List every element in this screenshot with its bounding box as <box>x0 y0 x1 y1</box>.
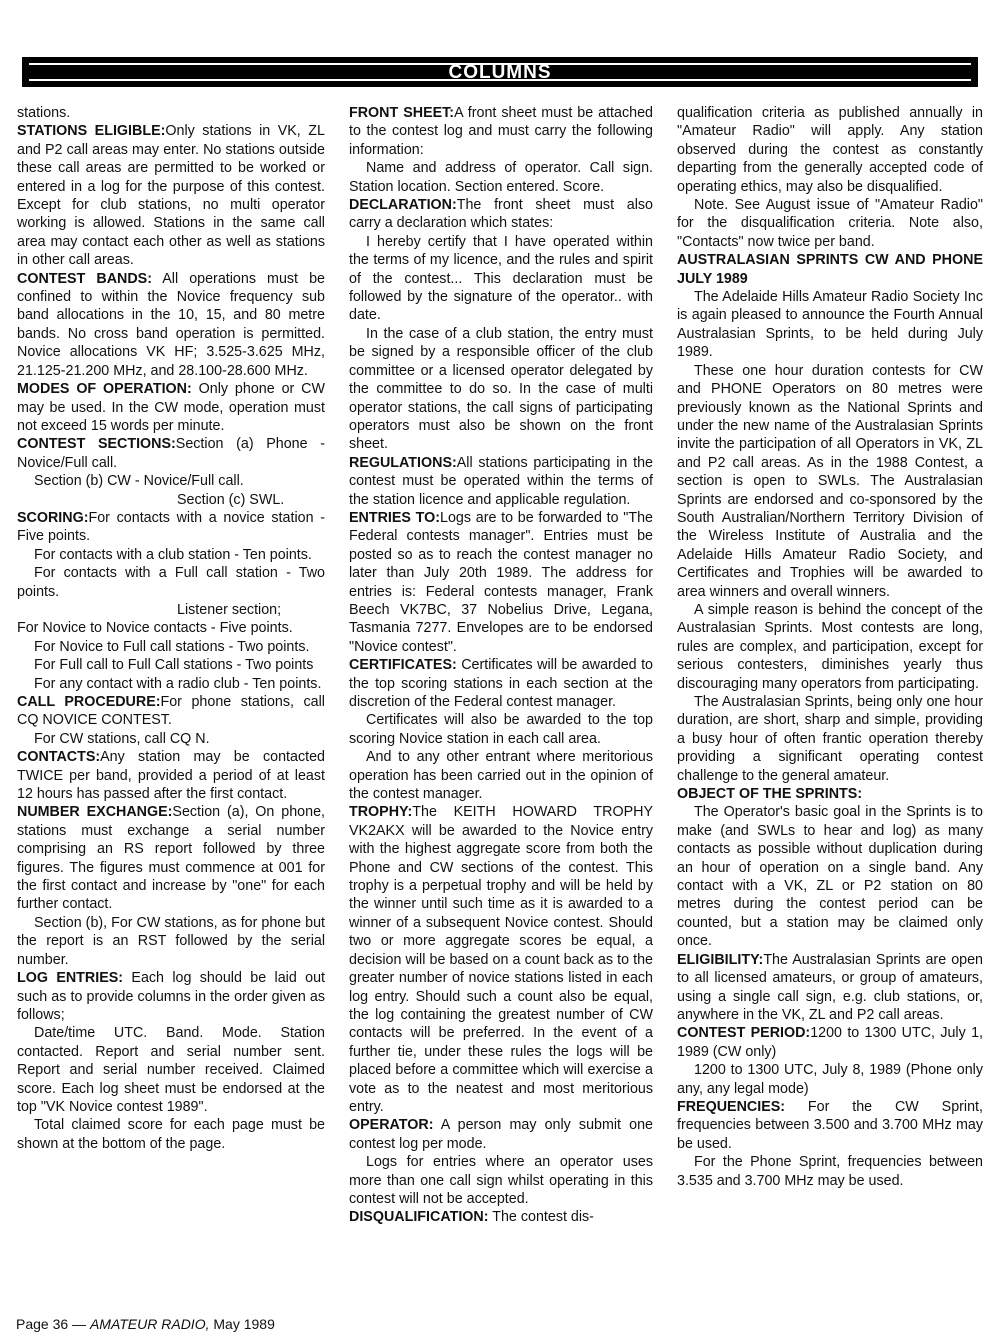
paragraph: In the case of a club station, the entry must be signed by a responsible officer of the club committee or a licensed operator delegated by the committee to do so. In the case of multi operator stations, the call signs of participating operators must also be shown on the front sheet. <box>349 325 653 453</box>
run-in-heading: STATIONS ELIGIBLE: <box>17 123 166 140</box>
paragraph-text: Logs are to be forwarded to "The Federal contests manager". Entries must be posted so as to reach the contest manager no later than July 20th 1989. The address for entries is: Federal contests manager, Frank Beech VK7BC, 37 Nobelius Drive, Legana, Tasmania 7277. Envelopes are to be endorsed "Novice contest". <box>349 509 653 655</box>
paragraph-contacts <box>17 748 325 803</box>
paragraph-number-exchange <box>17 803 325 913</box>
paragraph: Note. See August issue of "Amateur Radio" for the disqualification criteria. Note also, "Contacts" now twice per band. <box>677 197 983 250</box>
run-in-heading: DISQUALIFICATION: <box>349 1209 489 1226</box>
paragraph: A simple reason is behind the concept of the Australasian Sprints. Most contests are long, rules are complex, and participation, except for serious contesters, diminishes yearly thus discouraging many operators from participating. <box>677 601 983 692</box>
paragraph-contest-sections <box>17 435 325 472</box>
paragraph-entries-to <box>349 509 653 656</box>
paragraph: stations. <box>17 105 71 121</box>
paragraph-text: A person may only submit one contest log per mode. <box>349 1117 653 1152</box>
paragraph-text: Any station may be contacted TWICE per band, provided a period of at least 12 hours has passed after the first contact. <box>17 749 325 803</box>
paragraph-text: All operations must be confined to within the Novice frequency sub band allocations in the 10, 15, and 80 metre bands. No cross band operation is permitted. Novice allocations VK HF; 3.525-3.625 MHz, 21.125-21.200 MHz, and 28.100-28.600 MHz. <box>17 270 325 379</box>
paragraph-stations-eligible <box>17 122 325 269</box>
run-in-heading: ELIGIBILITY: <box>677 951 764 968</box>
paragraph-text: All stations participating in the contest must be operated within the terms of the station licence and applicable regulation. <box>349 454 653 508</box>
paragraph: For the Phone Sprint, frequencies between 3.535 and 3.700 MHz may be used. <box>677 1154 983 1189</box>
paragraph-eligibility <box>677 951 983 1025</box>
run-in-heading: CALL PROCEDURE: <box>17 694 161 710</box>
paragraph: The Adelaide Hills Amateur Radio Society Inc is again pleased to announce the Fourth Annual Australasian Sprints, to be held during July 1989. <box>677 289 983 361</box>
run-in-heading: MODES OF OPERATION: <box>17 381 192 398</box>
column-2 <box>349 104 653 1304</box>
paragraph: For contacts with a club station - Ten points. <box>34 546 312 563</box>
paragraph: I hereby certify that I have operated within the terms of my licence, and the rules and spirit of the contest... This declaration must be followed by the signature of the operator.. with date. <box>349 233 653 324</box>
run-in-heading: CONTEST PERIOD: <box>677 1025 811 1042</box>
run-in-heading: NUMBER EXCHANGE: <box>17 804 173 821</box>
paragraph: Total claimed score for each page must be shown at the bottom of the page. <box>17 1117 325 1152</box>
paragraph: For Novice to Full call stations - Two points. <box>34 638 310 655</box>
paragraph: Logs for entries where an operator uses more than one call sign whilst operating in this contest will not be accepted. <box>349 1154 653 1207</box>
run-in-heading: OPERATOR: <box>349 1117 434 1134</box>
paragraph-text: 1200 to 1300 UTC, July 1, 1989 (CW only) <box>677 1025 983 1060</box>
paragraph-text: The KEITH HOWARD TROPHY VK2AKX will be awarded to the Novice entry with the highest aggregate score from both the Phone and CW sections of the contest. This trophy is a perpetual trophy and will be held by the winner until such time as it is awarded to a winner of a subsequent Novice contest. Should two or more aggregate scores be equal, a decision will be based on a count back as to the greater number of novice stations listed in each log entry. Should such a count also be equal, the log containing the greatest number of CW contacts will be preferred. In the event of a further tie, under these rules the logs will be placed before a committee which will exercise a vote as to the neatest and most meritorious entry. <box>349 804 653 1115</box>
paragraph: Name and address of operator. Call sign. Station location. Section entered. Score. <box>349 160 653 195</box>
paragraph: These one hour duration contests for CW and PHONE Operators on 80 metres were previously known as the National Sprints and under the new name of the Australasian Sprints invite the participation of all Operators in VK, ZL and P2 call areas. As in the 1988 Contest, a section is open to SWLs. The Australasian Sprints are endorsed and co-sponsored by the South Australian/Northern Territory Division of the Wireless Institute of Australia and the Adelaide Hills Amateur Radio Society, and Certificates and Trophies will be awarded to area winners and overall winners. <box>677 362 983 600</box>
paragraph-regulations <box>349 454 653 509</box>
run-in-heading: DECLARATION: <box>349 197 457 214</box>
paragraph: For CW stations, call CQ N. <box>34 730 210 747</box>
run-in-heading: OBJECT OF THE SPRINTS: <box>677 786 863 803</box>
paragraph-certificates <box>349 656 653 711</box>
run-in-heading: FRONT SHEET: <box>349 105 455 121</box>
paragraph: Section (b) CW - Novice/Full call. <box>34 473 244 490</box>
paragraph-text: For phone stations, call CQ NOVICE CONTEST. <box>17 694 325 729</box>
paragraph-disqualification <box>349 1208 653 1226</box>
paragraph: Section (b), For CW stations, as for phone but the report is an RST followed by the serial number. <box>17 914 325 968</box>
paragraph: For Full call to Full Call stations - Two points <box>34 657 314 674</box>
paragraph-text: Each log should be laid out such as to provide columns in the order given as follows; <box>17 970 325 1023</box>
run-in-heading: ENTRIES TO: <box>349 509 441 526</box>
run-in-heading: CONTEST SECTIONS: <box>17 436 176 453</box>
issue-date: May 1989 <box>213 1316 275 1332</box>
paragraph-operator <box>349 1116 653 1153</box>
paragraph-text: Certificates will be awarded to the top scoring stations in each section at the discretion of the Federal contest manager. <box>349 657 653 710</box>
paragraph: Certificates will also be awarded to the top scoring Novice station in each call area. <box>349 712 653 747</box>
section-title: COLUMNS <box>448 62 552 83</box>
paragraph: For Novice to Novice contacts - Five points. <box>17 620 293 637</box>
paragraph-text: A front sheet must be attached to the contest log and must carry the following information: <box>349 105 653 158</box>
section-header-bar <box>22 57 978 87</box>
run-in-heading: CONTEST BANDS: <box>17 270 152 287</box>
paragraph-text: The Australasian Sprints are open to all licensed amateurs, or group of amateurs, using a single call sign, e.g. club stations, or, anywhere in the VK, ZL and P2 call areas. <box>677 951 983 1023</box>
paragraph-text: Only stations in VK, ZL and P2 call areas may enter. No stations outside these call areas are permitted to be worked or entered in a log for the purpose of this contest. Except for club stations, no multi operator working is allowed. Stations in the same call area may contact each other as well as stations in other call areas. <box>17 123 325 269</box>
magazine-name: AMATEUR RADIO, <box>89 1316 210 1332</box>
subheading-object <box>677 785 983 803</box>
paragraph-call-procedure <box>17 693 325 730</box>
paragraph-declaration <box>349 196 653 233</box>
paragraph-trophy <box>349 803 653 1116</box>
run-in-heading: CERTIFICATES: <box>349 657 457 674</box>
paragraph-text: Only phone or CW may be used. In the CW mode, operation must not exceed 15 words per minute. <box>17 381 325 434</box>
column-1 <box>17 104 325 1304</box>
paragraph-text: Section (a) Phone - Novice/Full call. <box>17 436 325 471</box>
paragraph-contest-bands <box>17 270 325 380</box>
paragraph-contest-period <box>677 1024 983 1061</box>
paragraph-frequencies <box>677 1098 983 1153</box>
paragraph-modes-of-operation <box>17 380 325 435</box>
column-3 <box>677 104 983 1304</box>
run-in-heading: REGULATIONS: <box>349 454 457 471</box>
paragraph-text: The contest dis- <box>492 1209 594 1226</box>
page-number: Page 36 — <box>16 1316 87 1332</box>
paragraph-text: The front sheet must also carry a declaration which states: <box>349 197 653 232</box>
paragraph: For any contact with a radio club - Ten points. <box>34 675 322 692</box>
paragraph: The Operator's basic goal in the Sprints is to make (and SWLs to hear and log) as many contacts as possible without duplication during an hour of operation on a single band. Any contact with a VK, ZL or P2 station on 80 metres during the contest period can be counted, but a station may be claimed only once. <box>677 804 983 950</box>
run-in-heading: SCORING: <box>17 509 89 526</box>
paragraph: The Australasian Sprints, being only one hour duration, are short, sharp and simple, providing a busy hour of often frantic operation thereby providing a significant operating contest challenge to the general amateur. <box>677 694 983 784</box>
paragraph: And to any other entrant where meritorious operation has been carried out in the opinion of the contest manager. <box>349 749 653 803</box>
article-heading: AUSTRALASIAN SPRINTS CW AND PHONE JULY 1989 <box>677 252 983 287</box>
paragraph: Section (c) SWL. <box>177 491 285 508</box>
run-in-heading: LOG ENTRIES: <box>17 970 124 987</box>
paragraph-front-sheet <box>349 104 653 159</box>
paragraph-scoring <box>17 509 325 546</box>
paragraph: 1200 to 1300 UTC, July 8, 1989 (Phone only any, any legal mode) <box>677 1062 983 1097</box>
paragraph: Listener section; <box>177 601 282 618</box>
paragraph-text: For the CW Sprint, frequencies between 3.500 and 3.700 MHz may be used. <box>677 1098 983 1152</box>
paragraph: Date/time UTC. Band. Mode. Station contacted. Report and serial number sent. Report and serial number received. Claimed score. Each log sheet must be endorsed at the top "VK Novice contest 1989". <box>17 1025 325 1115</box>
run-in-heading: FREQUENCIES: <box>677 1098 786 1115</box>
paragraph-text: For contacts with a novice station - Five points. <box>17 509 325 545</box>
paragraph: qualification criteria as published annually in "Amateur Radio" will apply. Any station observed during the contest as constantly departing from the generally accepted code of operating ethics, may also be disqualified. <box>677 105 983 195</box>
page-footer <box>16 1316 275 1332</box>
run-in-heading: TROPHY: <box>349 804 413 821</box>
paragraph-text: Section (a), On phone, stations must exchange a serial number comprising an RS report followed by three figures. The figures must commence at 001 for the first contact and increase by "one" for each further contact. <box>17 804 325 913</box>
paragraph-log-entries <box>17 969 325 1024</box>
paragraph: For contacts with a Full call station - Two points. <box>17 565 325 600</box>
run-in-heading: CONTACTS: <box>17 749 101 766</box>
